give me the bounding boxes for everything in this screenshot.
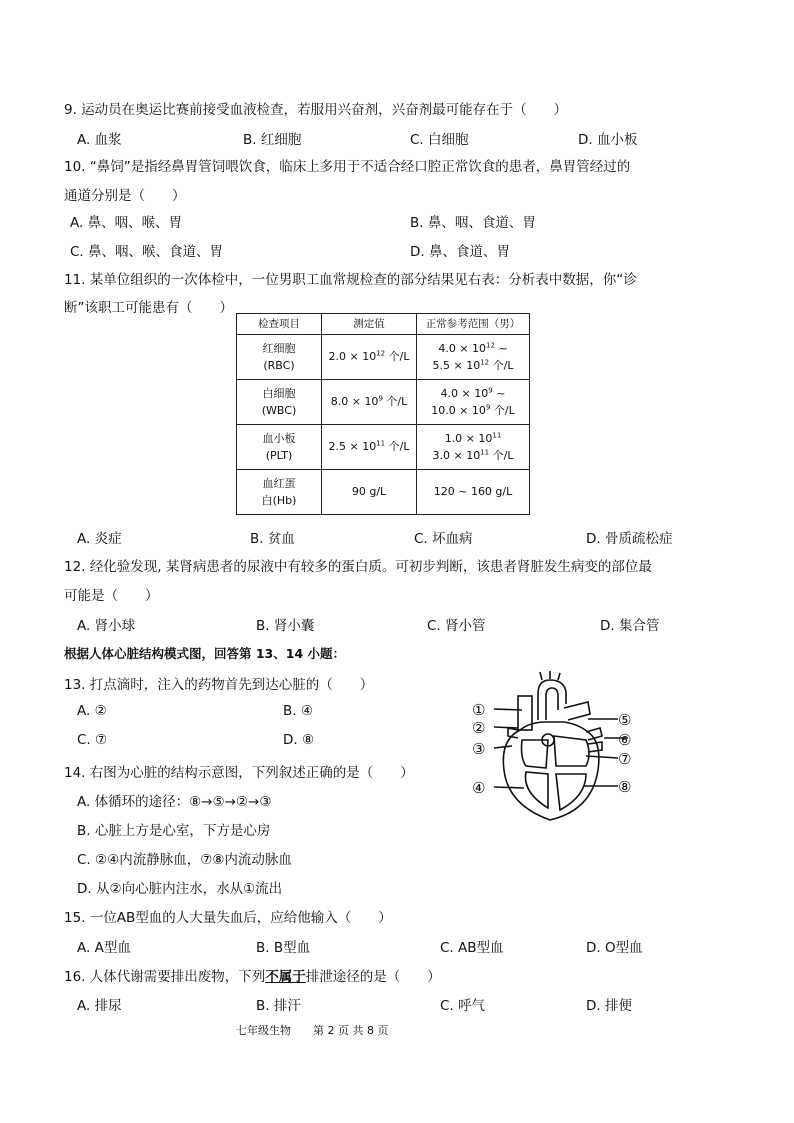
q11-option-c[interactable]: C. 坏血病	[414, 531, 473, 547]
heart-label-8: ⑧	[618, 778, 632, 796]
table-cell-value: $8.0 \times 10^9$ 个/L	[322, 380, 417, 425]
table-header: 检查项目	[237, 314, 322, 335]
heart-label-1: ①	[472, 701, 486, 719]
q16-option-a[interactable]: A. 排尿	[77, 998, 122, 1014]
heart-label-6: ⑥	[618, 731, 632, 749]
q14-option-c[interactable]: C. ②④内流静脉血，⑦⑧内流动脉血	[77, 852, 292, 868]
question-11-stem-line1: 11. 某单位组织的一次体检中，一位男职工血常规检查的部分结果见右表：分析表中数据，你“诊	[64, 272, 637, 288]
table-header: 正常参考范围（男）	[417, 314, 530, 335]
q12-option-b[interactable]: B. 肾小囊	[256, 618, 315, 634]
heart-label-4: ④	[472, 779, 486, 797]
q16-stem-emphasis: 不属于	[265, 969, 306, 985]
q16-stem-post: 排泄途径的是（ ）	[305, 969, 441, 985]
table-row	[237, 380, 530, 425]
question-11-stem-line2: 断”该职工可能患有（ ）	[64, 300, 233, 316]
table-row	[237, 335, 530, 380]
question-9-stem: 9. 运动员在奥运比赛前接受血液检查，若服用兴奋剂，兴奋剂最可能存在于（ ）	[64, 102, 568, 118]
question-10-stem-line1: 10. “鼻饲”是指经鼻胃管饲喂饮食，临床上多用于不适合经口腔正常饮食的患者，鼻胃管经过的	[64, 159, 631, 175]
heart-label-2: ②	[472, 719, 486, 737]
q14-option-a[interactable]: A. 体循环的途径：⑧→⑤→②→③	[77, 794, 272, 810]
q15-option-d[interactable]: D. O型血	[586, 940, 643, 956]
q11-option-d[interactable]: D. 骨质疏松症	[586, 531, 673, 547]
table-cell-range: $4.0 \times 10^{12}$ ~ $5.5 \times 10^{12}$ 个/L	[417, 335, 530, 380]
q13-option-b[interactable]: B. ④	[283, 703, 313, 719]
q10-option-a[interactable]: A. 鼻、咽、喉、胃	[70, 215, 183, 231]
heart-label-7: ⑦	[618, 750, 632, 768]
table-cell-range: $4.0 \times 10^9$ ~ $10.0 \times 10^9$ 个/L	[417, 380, 530, 425]
q10-option-b[interactable]: B. 鼻、咽、食道、胃	[410, 215, 536, 231]
table-cell-item: 白细胞 (WBC)	[237, 380, 322, 425]
table-cell-value: $2.0 \times 10^{12}$ 个/L	[322, 335, 417, 380]
aorta-shape	[538, 680, 566, 720]
heart-diagram	[460, 670, 640, 830]
q15-option-a[interactable]: A. A型血	[77, 940, 131, 956]
q11-option-b[interactable]: B. 贫血	[250, 531, 295, 547]
table-cell-range: 120 ~ 160 g/L	[417, 470, 530, 515]
question-12-stem-line2: 可能是（ ）	[64, 588, 159, 604]
question-16-stem	[64, 965, 441, 985]
heart-outline	[503, 722, 599, 820]
table-header: 测定值	[322, 314, 417, 335]
q12-option-a[interactable]: A. 肾小球	[77, 618, 136, 634]
table-cell-value: 90 g/L	[322, 470, 417, 515]
heart-label-5: ⑤	[618, 711, 632, 729]
q10-option-c[interactable]: C. 鼻、咽、喉、食道、胃	[70, 244, 224, 260]
q16-option-d[interactable]: D. 排便	[586, 998, 632, 1014]
q9-option-b[interactable]: B. 红细胞	[243, 132, 302, 148]
q15-option-b[interactable]: B. B型血	[256, 940, 311, 956]
q9-option-d[interactable]: D. 血小板	[578, 132, 638, 148]
q13-option-c[interactable]: C. ⑦	[77, 732, 108, 748]
table-cell-range: $1.0 \times 10^{11}$ $3.0 \times 10^{11}$ 个/L	[417, 425, 530, 470]
q13-option-a[interactable]: A. ②	[77, 703, 107, 719]
page-footer: 七年级生物 第 2 页 共 8 页	[236, 1024, 389, 1037]
table-row	[237, 425, 530, 470]
q15-option-c[interactable]: C. AB型血	[440, 940, 504, 956]
q9-option-c[interactable]: C. 白细胞	[410, 132, 469, 148]
q16-option-c[interactable]: C. 呼气	[440, 998, 486, 1014]
question-13-stem: 13. 打点滴时，注入的药物首先到达心脏的（ ）	[64, 677, 374, 693]
blood-test-table	[236, 313, 530, 515]
q12-option-c[interactable]: C. 肾小管	[427, 618, 486, 634]
q13-option-d[interactable]: D. ⑧	[283, 732, 315, 748]
q16-stem-pre: 16. 人体代谢需要排出废物，下列	[64, 969, 266, 985]
section-heading: 根据人体心脏结构模式图，回答第 13、14 小题：	[64, 646, 345, 661]
q10-option-d[interactable]: D. 鼻、食道、胃	[410, 244, 510, 260]
q16-option-b[interactable]: B. 排汗	[256, 998, 301, 1014]
table-header-row	[237, 314, 530, 335]
table-cell-item: 红细胞 (RBC)	[237, 335, 322, 380]
table-row	[237, 470, 530, 515]
q12-option-d[interactable]: D. 集合管	[600, 618, 660, 634]
q11-option-a[interactable]: A. 炎症	[77, 531, 122, 547]
q14-option-d[interactable]: D. 从②向心脏内注水，水从①流出	[77, 881, 283, 897]
question-15-stem: 15. 一位AB型血的人大量失血后，应给他输入（ ）	[64, 910, 392, 926]
question-12-stem-line1: 12. 经化验发现, 某肾病患者的尿液中有较多的蛋白质。可初步判断，该患者肾脏发生病变的部位最	[64, 559, 652, 575]
table-cell-item: 血红蛋 白(Hb)	[237, 470, 322, 515]
table-cell-item: 血小板 (PLT)	[237, 425, 322, 470]
q9-option-a[interactable]: A. 血浆	[77, 132, 122, 148]
q14-option-b[interactable]: B. 心脏上方是心室，下方是心房	[77, 823, 271, 839]
question-14-stem: 14. 右图为心脏的结构示意图，下列叙述正确的是（ ）	[64, 765, 414, 781]
table-cell-value: $2.5 \times 10^{11}$ 个/L	[322, 425, 417, 470]
question-10-stem-line2: 通道分别是（ ）	[64, 188, 186, 204]
heart-label-3: ③	[472, 740, 486, 758]
